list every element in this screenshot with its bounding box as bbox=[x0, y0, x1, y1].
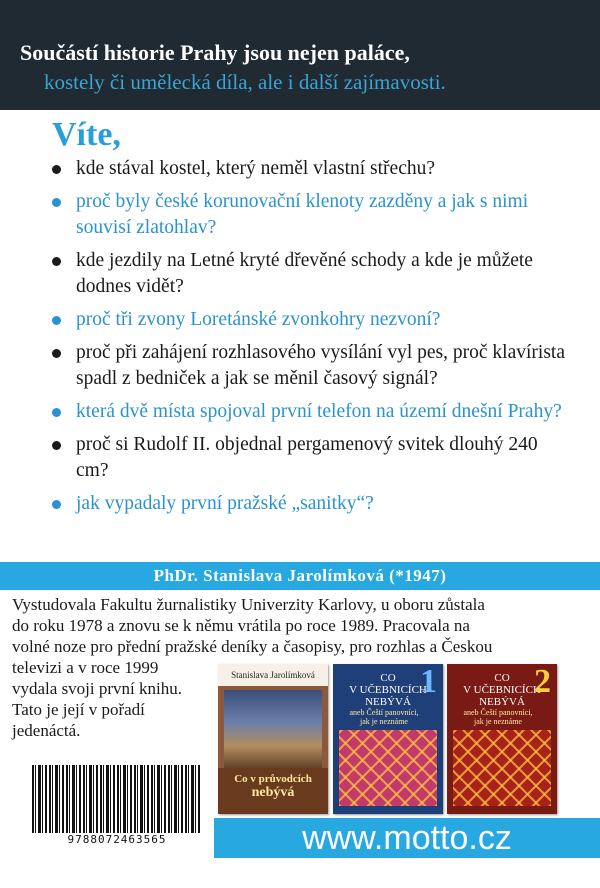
question-item: kde jezdily na Letné kryté dřevěné schody a kde je můžete dodnes vidět? bbox=[48, 248, 568, 300]
bullet-icon bbox=[52, 500, 61, 509]
bullet-icon bbox=[52, 165, 61, 174]
isbn-barcode bbox=[32, 765, 202, 845]
bullet-icon bbox=[52, 349, 61, 358]
isbn-number: 9788072463565 bbox=[67, 833, 167, 846]
website-bar bbox=[214, 818, 600, 858]
barcode-bars bbox=[32, 765, 202, 833]
bullet-icon bbox=[52, 316, 61, 325]
bullet-icon bbox=[52, 441, 61, 450]
question-item: kde stával kostel, který neměl vlastní střechu? bbox=[48, 156, 568, 182]
question-item: proč tři zvony Loretánské zvonkohry nezvoní? bbox=[48, 307, 568, 333]
question-item: jak vypadaly první pražské „sanitky“? bbox=[48, 491, 568, 517]
question-item: proč při zahájení rozhlasového vysílání vyl pes, proč klavírista spadl z bedniček a jak se měnil časový signál? bbox=[48, 340, 568, 392]
book-cover-ucebnice-2: CO V UČEBNICÍCH NEBÝVÁ 2 aneb Čeští panovníci, jak je neznáme bbox=[447, 664, 557, 814]
website-link[interactable]: www.motto.cz bbox=[302, 819, 512, 857]
intro-heading: Víte, bbox=[52, 116, 121, 153]
header-band bbox=[0, 0, 600, 110]
bullet-icon bbox=[52, 198, 61, 207]
book-cover-ucebnice-1: CO V UČEBNICÍCH NEBÝVÁ 1 aneb Čeští panovníci, jak je neznáme bbox=[333, 664, 443, 814]
book-cover-co-v-pruvodcich: Stanislava Jarolímková Co v průvodcích nebývá bbox=[218, 664, 328, 814]
author-bio: Vystudovala Fakultu žurnalistiky Univerzity Karlovy, u oboru zůstala do roku 1978 a znovu se k němu vrátila po roce 1989. Pracovala na volné noze pro přední pražské deníky a časopisy, pro rozhlas a Českou televizi a v roce 1999 vydala svoji první knihu. Tato je její v pořadí jedenáctá. bbox=[12, 595, 493, 740]
header-line-2: kostely či umělecká díla, ale i další zajímavosti. bbox=[44, 70, 446, 94]
bullet-icon bbox=[52, 408, 61, 417]
question-item: proč si Rudolf II. objednal pergamenový svitek dlouhý 240 cm? bbox=[48, 432, 568, 484]
question-list bbox=[48, 156, 568, 524]
prague-photo bbox=[224, 690, 322, 770]
question-item: proč byly české korunovační klenoty zazděny a jak s nimi souvisí zlatohlav? bbox=[48, 189, 568, 241]
lattice-pattern bbox=[453, 730, 551, 806]
bullet-icon bbox=[52, 257, 61, 266]
header-line-1: Součástí historie Prahy jsou nejen paláce, bbox=[20, 40, 410, 65]
author-name: PhDr. Stanislava Jarolímková (*1947) bbox=[0, 562, 600, 590]
lattice-pattern bbox=[339, 730, 437, 806]
question-item: která dvě místa spojoval první telefon na území dnešní Prahy? bbox=[48, 399, 568, 425]
